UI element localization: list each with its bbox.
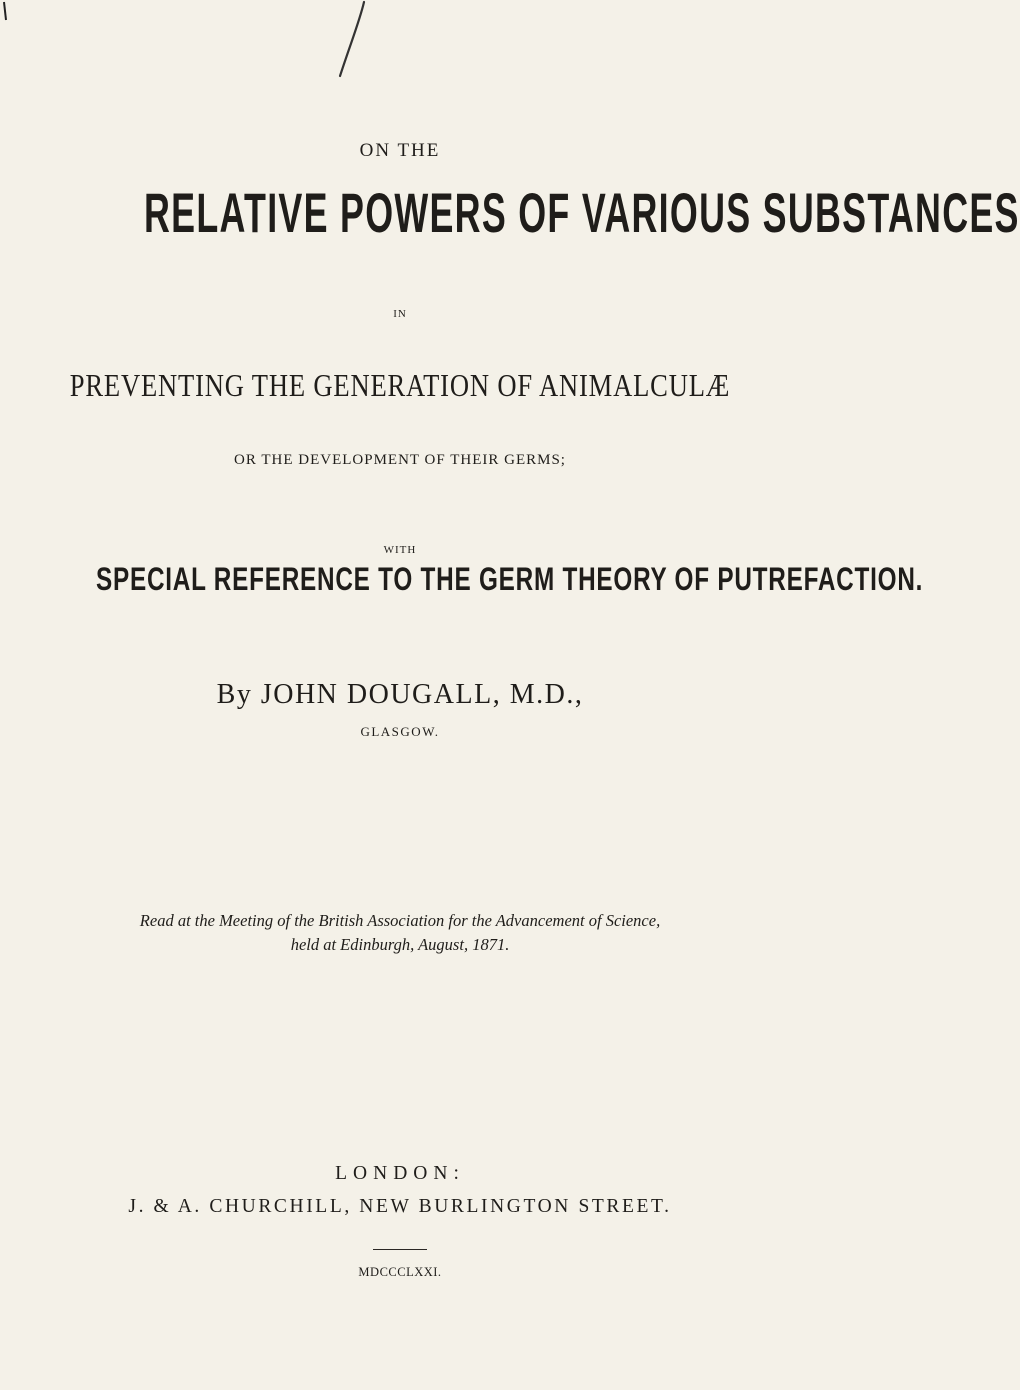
- author-place: GLASGOW.: [360, 724, 440, 739]
- read-at-note-line-1: Read at the Meeting of the British Association for the Advancement of Science,: [139, 911, 661, 930]
- edge-tick-mark: [0, 0, 12, 24]
- subtitle-preventing: PREVENTING THE GENERATION OF ANIMALCULÆ: [69, 367, 731, 403]
- in-connector: IN: [393, 308, 407, 320]
- imprint-divider-rule: [373, 1249, 427, 1250]
- main-title: RELATIVE POWERS OF VARIOUS SUBSTANCES: [144, 181, 1020, 244]
- subtitle-special-reference: SPECIAL REFERENCE TO THE GERM THEORY OF PUTREFACTION.: [96, 561, 924, 597]
- read-at-note-line-2: held at Edinburgh, August, 1871.: [290, 935, 510, 954]
- imprint-year: MDCCCLXXI.: [358, 1265, 442, 1279]
- subtitle-germs: OR THE DEVELOPMENT OF THEIR GERMS;: [234, 452, 566, 468]
- with-connector: WITH: [383, 544, 417, 556]
- pencil-stroke-mark: [330, 0, 370, 80]
- imprint-publisher: J. & A. CHURCHILL, NEW BURLINGTON STREET.: [128, 1196, 672, 1217]
- author-byline: By JOHN DOUGALL, M.D.,: [216, 679, 584, 710]
- imprint-city: LONDON:: [335, 1163, 465, 1184]
- on-the-heading: ON THE: [359, 140, 441, 161]
